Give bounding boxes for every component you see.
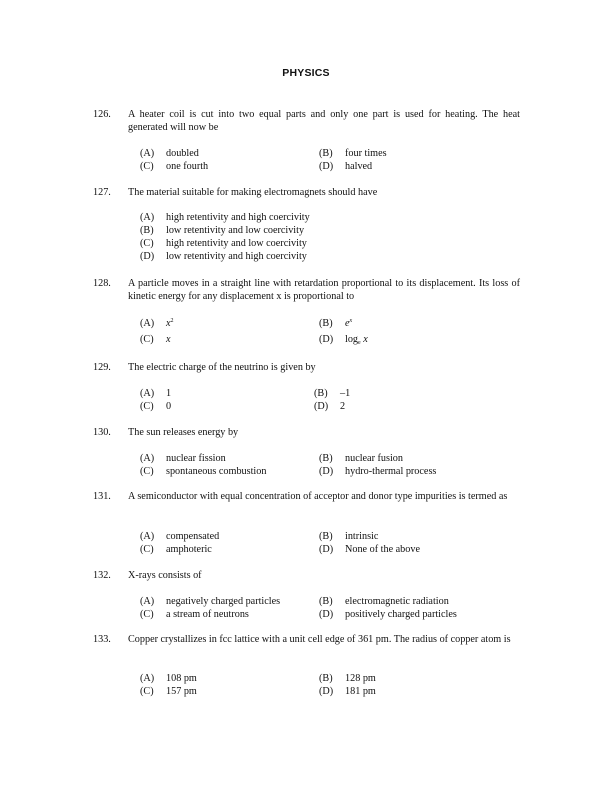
option-text: –1 — [340, 388, 351, 399]
option-text: 0 — [166, 401, 172, 412]
option-text: a stream of neutrons — [166, 609, 249, 620]
question-number: 126. — [93, 109, 111, 120]
option-text: one fourth — [166, 161, 209, 172]
option-c[interactable] — [140, 160, 208, 173]
option-label: (D) — [319, 609, 334, 620]
option-d[interactable] — [319, 685, 376, 698]
option-label: (D) — [319, 161, 334, 172]
option-label: (A) — [140, 673, 155, 684]
option-text: nuclear fusion — [345, 453, 403, 464]
question-text: A semiconductor with equal concentration of acceptor and donor type impurities is termed as — [128, 491, 508, 502]
question-number: 133. — [93, 634, 111, 645]
option-d[interactable] — [319, 543, 420, 556]
option-math-pre: log — [345, 334, 359, 345]
option-label: (C) — [140, 686, 154, 697]
option-d[interactable] — [319, 608, 457, 621]
question-number: 129. — [93, 362, 111, 373]
option-label: (A) — [140, 453, 155, 464]
option-label: (D) — [319, 334, 334, 345]
option-d[interactable] — [314, 400, 345, 413]
question-text: A heater coil is cut into two equal parts and only one part is used for heating. The heat generated will now be — [128, 109, 520, 133]
option-c[interactable] — [140, 400, 171, 413]
option-text: positively charged particles — [345, 609, 457, 620]
option-text: spontaneous combustion — [166, 466, 267, 477]
option-c[interactable] — [140, 237, 307, 250]
option-c[interactable] — [140, 333, 171, 346]
option-d[interactable] — [140, 250, 307, 263]
option-b[interactable] — [140, 224, 304, 237]
option-label: (C) — [140, 609, 154, 620]
option-text: halved — [345, 161, 373, 172]
option-a[interactable] — [140, 211, 310, 224]
option-text: negatively charged particles — [166, 596, 281, 607]
option-text: doubled — [166, 148, 199, 159]
option-b[interactable] — [319, 595, 449, 608]
option-c[interactable] — [140, 608, 249, 621]
option-text: 108 pm — [166, 673, 197, 684]
option-label: (A) — [140, 388, 155, 399]
option-d[interactable] — [319, 160, 372, 173]
option-math-sub: e — [358, 340, 361, 346]
option-text: 2 — [340, 401, 346, 412]
option-a[interactable] — [140, 595, 280, 608]
option-label: (B) — [140, 225, 154, 236]
option-c[interactable] — [140, 543, 212, 556]
option-text: intrinsic — [345, 531, 379, 542]
option-text: high retentivity and low coercivity — [166, 238, 307, 249]
question-number: 131. — [93, 491, 111, 502]
option-label: (C) — [140, 334, 154, 345]
question-text: The material suitable for making electromagnets should have — [128, 187, 378, 198]
question-number: 127. — [93, 187, 111, 198]
option-text: low retentivity and low coercivity — [166, 225, 305, 236]
option-label: (D) — [319, 466, 334, 477]
option-text: 128 pm — [345, 673, 376, 684]
option-label: (D) — [319, 686, 334, 697]
option-label: (B) — [319, 148, 333, 159]
option-label: (B) — [319, 318, 333, 329]
option-a[interactable] — [140, 530, 219, 543]
question-number: 128. — [93, 278, 111, 289]
question-number: 132. — [93, 570, 111, 581]
option-label: (C) — [140, 238, 154, 249]
option-label: (A) — [140, 148, 155, 159]
option-label: (C) — [140, 161, 154, 172]
option-label: (A) — [140, 318, 155, 329]
option-text: four times — [345, 148, 387, 159]
option-text: electromagnetic radiation — [345, 596, 449, 607]
option-label: (A) — [140, 531, 155, 542]
option-b[interactable] — [319, 672, 376, 685]
option-a[interactable] — [140, 317, 174, 330]
option-text: 157 pm — [166, 686, 197, 697]
option-label: (B) — [319, 596, 333, 607]
option-b[interactable] — [319, 147, 387, 160]
option-label: (B) — [319, 453, 333, 464]
question-number: 130. — [93, 427, 111, 438]
option-label: (D) — [314, 401, 329, 412]
option-math-base: x — [363, 334, 368, 345]
option-math-sup: 2 — [170, 318, 174, 324]
option-label: (A) — [140, 596, 155, 607]
question-text: X-rays consists of — [128, 570, 202, 581]
option-a[interactable] — [140, 452, 226, 465]
option-math-base: e — [345, 318, 350, 329]
option-label: (B) — [319, 673, 333, 684]
option-text: 181 pm — [345, 686, 376, 697]
option-d[interactable] — [319, 333, 368, 346]
option-c[interactable] — [140, 465, 266, 478]
question-text: The sun releases energy by — [128, 427, 239, 438]
question-text: Copper crystallizes in fcc lattice with a unit cell edge of 361 pm. The radius of copper atom is — [128, 634, 511, 645]
option-label: (C) — [140, 544, 154, 555]
option-label: (D) — [140, 251, 155, 262]
option-text: None of the above — [345, 544, 420, 555]
option-label: (A) — [140, 212, 155, 223]
option-d[interactable] — [319, 465, 436, 478]
option-text: 1 — [166, 388, 172, 399]
option-label: (C) — [140, 466, 154, 477]
option-b[interactable] — [319, 530, 378, 543]
option-math-sup: x — [349, 318, 353, 324]
option-text: hydro-thermal process — [345, 466, 437, 477]
option-label: (B) — [314, 388, 328, 399]
option-b[interactable] — [319, 317, 352, 330]
question-text: The electric charge of the neutrino is given by — [128, 362, 316, 373]
question-text: A particle moves in a straight line with retardation proportional to its displacement. Its loss of kinetic energy for any displacement x is proportional to — [128, 278, 520, 302]
option-text: nuclear fission — [166, 453, 226, 464]
option-a[interactable] — [140, 672, 197, 685]
option-math-base: x — [166, 334, 171, 345]
option-text: low retentivity and high coercivity — [166, 251, 307, 262]
option-b[interactable] — [314, 387, 350, 400]
option-text: high retentivity and high coercivity — [166, 212, 310, 223]
option-label: (B) — [319, 531, 333, 542]
option-math-base: x — [166, 318, 171, 329]
option-c[interactable] — [140, 685, 197, 698]
option-a[interactable] — [140, 147, 199, 160]
option-text: amphoteric — [166, 544, 212, 555]
option-a[interactable] — [140, 387, 171, 400]
option-label: (D) — [319, 544, 334, 555]
option-label: (C) — [140, 401, 154, 412]
option-text: compensated — [166, 531, 220, 542]
option-b[interactable] — [319, 452, 403, 465]
page-title: PHYSICS — [282, 67, 330, 79]
